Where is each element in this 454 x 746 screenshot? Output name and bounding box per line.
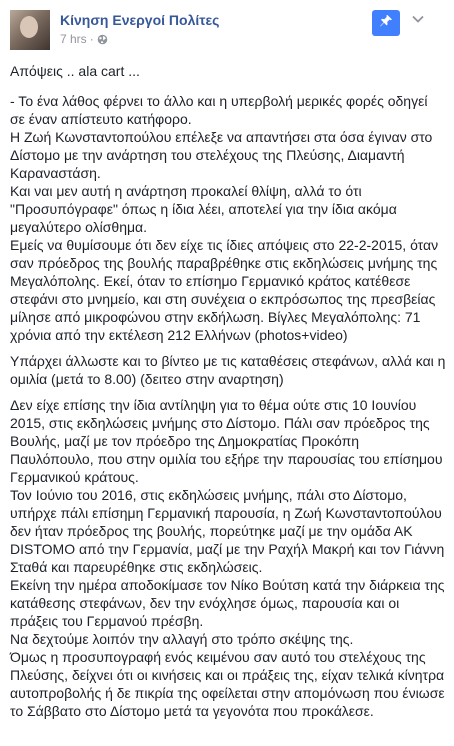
post-paragraph: Και ναι μεν αυτή η ανάρτηση προκαλεί θλίψη, αλλά το ότι "Προσυπόγραφε" όπως η ίδια λέει, αποτελεί για την ίδια ακόμα μεγαλύτερο ολίσθημα. — [10, 183, 397, 235]
post-paragraph: Απόψεις .. ala cart ... — [10, 63, 140, 79]
globe-icon[interactable] — [97, 34, 108, 45]
author-name[interactable]: Κίνηση Ενεργοί Πολίτες — [60, 12, 220, 28]
post-body — [10, 62, 446, 720]
meta-separator: · — [89, 32, 94, 46]
post-paragraph: Να δεχτούμε λοιπόν την αλλαγή στο τρόπο σκέψης της. — [10, 631, 354, 647]
post-paragraph: Δεν είχε επίσης την ίδια αντίληψη για το θέμα ούτε στις 10 Ιουνίου 2015, στις εκδηλώσεις μνήμης στο Δίστομο. Πάλι σαν πρόεδρος της Βουλής, μαζί με τον πρόεδρο της Δημοκρατίας Προκόπη Παυλόπουλο, που στην ομιλία του εξήρε την παρουσίας του επίσημου Γερμανικού κράτους. — [10, 397, 443, 485]
chevron-down-icon — [412, 10, 424, 28]
pin-icon — [379, 14, 393, 33]
post-paragraph: - Το ένα λάθος φέρνει το άλλο και η υπερβολή μερικές φορές οδηγεί σε έναν απίστευτο κατήφορο. — [10, 93, 428, 127]
post-paragraph: Η Ζωή Κωνσταντοπούλου επέλεξε να απαντήσει στα όσα έγιναν στο Δίστομο με την ανάρτηση του στελέχους της Πλεύσης, Διαμαντή Καραναστάση. — [10, 129, 433, 181]
post-paragraph: Εμείς να θυμίσουμε ότι δεν είχε τις ίδιες απόψεις στο 22-2-2015, όταν σαν πρόεδρος της βουλής παραβρέθηκε στις εκδηλώσεις μνήμης της Μεγαλόπολης. Εκεί, όταν το επίσημο Γερμανικό κράτος κατέθεσε στεφάνι στο μνημείο, και στη συνέχεια ο εκπρόσωπος της πρεσβείας μίλησε από μικροφώνου στην εκδήλωση. Βίγλες Μεγαλόπολης: 71 χρόνια από την εκτέλεση 212 Ελλήνων (photos+video) — [10, 237, 439, 343]
avatar[interactable] — [10, 10, 50, 50]
post-paragraph: Εκείνη την ημέρα αποδοκίμασε τον Νίκο Βούτση κατά την διάρκεια της κατάθεσης στεφάνων, δεν την ενόχλησε όμως, παρουσία και οι πράξεις του Γερμανού πρέσβη. — [10, 577, 445, 629]
post-paragraph: Τον Ιούνιο του 2016, στις εκδηλώσεις μνήμης, πάλι στο Δίστομο, υπήρχε πάλι επίσημη Γερμανική παρουσία, η Ζωή Κωνσταντοπούλου δεν ήταν πρόεδρος της βουλής, πορεύτηκε μαζί με την ομάδα ΑΚ DISTOMO από την Γερμανία, μαζί με την Ραχήλ Μακρή και τον Γιάννη Σταθά και παρευρέθηκε στις εκδηλώσεις. — [10, 487, 445, 575]
post-paragraph: Όμως η προσυπογραφή ενός κειμένου σαν αυτό του στελέχους της Πλεύσης, δείχνει ότι οι κινήσεις και οι πράξεις της, είχαν τελικά κίνητρα αυτοπροβολής ή δε πικρία της οφείλεται στην απομόνωση που ένιωσε το Σάββατο στο Δίστομο μετά τα γεγονότα που προκάλεσε. — [10, 649, 445, 719]
pin-button[interactable] — [372, 10, 400, 36]
post-time[interactable]: 7 hrs — [60, 32, 87, 46]
post-options-button[interactable] — [410, 12, 426, 26]
post-paragraph: Υπάρχει άλλωστε και το βίντεο με τις καταθέσεις στεφάνων, αλλά και η ομιλία (μετά το 8.00) (δειτεο στην αναρτηση) — [10, 353, 446, 387]
post-meta — [60, 32, 108, 46]
